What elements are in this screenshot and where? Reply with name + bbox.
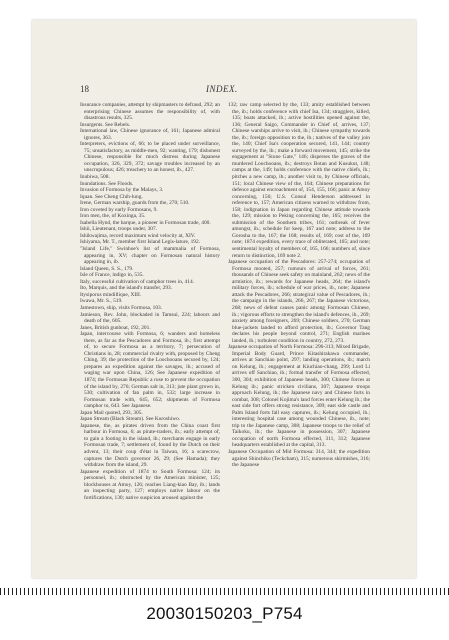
index-entry: Iron men, the, of Koxinga, 35.: [80, 213, 146, 220]
index-entry: Iron coveted by early Formosans, 9.: [80, 206, 158, 213]
index-entry: Japanese Occupation of Mid Formosa: 314, 344; the expedition against Shinchiku (Teckcham), 315; numerous skirmishes, 316; the Japanese: [228, 448, 370, 469]
index-entry: Isabella Hynd, the barque, a pioneer in Formosan trade, 400.: [80, 219, 211, 226]
index-entry: Japanese occupation of North Formosa: 296-313; Mixed Brigade, Imperial Body Guard, Prince Kitashirakawa commander, arrives at Sanchiao point, 297; landing operations, ib.; march on Kelung, ib.; engagement at Kiuchiao-chang, 299; Lord Li arrives off Sanchiao, ib.; formal transfer of Formosa effected, 300, 304; exhibition of Japanese heads, 300; Chinese forces at Kelung ib.; panic stricken civilians, 307; Japanese troops approach Kelung, ib.; the Japanese navy and Chinese forts in combat, 308; Colonel Kojima's land forces enter Kelung ib.; the east side fort offers strong resistance, 309; east side castle and Palm Island forts fall easy captures, ib.; Kelung occupied, ib.; interesting hospital case among wounded Chinese, ib., note; trip to the Japanese camp, 308; Japanese troops to the relief of Taikoku, ib.; the Japanese in possession, 307; Japanese occupation of north Formosa effected, 311, 312; Japanese headquarters established at the capital, 313.: [228, 344, 370, 449]
running-title: INDEX.: [206, 84, 238, 94]
index-entry: Isle of France, indigo in, 535.: [80, 272, 144, 279]
scale-ruler: [0, 588, 449, 595]
index-entry: Inubiwa, 508.: [80, 174, 110, 181]
index-entry: Insurance companies, attempt by shipmasters to defraud, 292; an enterprising Chinese assumes the responsibility of, with disastrous results, 325.: [80, 102, 220, 122]
index-entry: Jamieson, Rev. John, blockaded in Tamsui, 224; labours and death of the, 605.: [80, 311, 220, 325]
index-entry: Japan Mail quoted, 293, 305.: [80, 409, 143, 416]
index-entry: Iquan. See Cheng Chih-lung.: [80, 193, 143, 200]
index-entry: Island Queen, S. S., 179.: [80, 265, 134, 272]
index-entry: "Island Life," Swinhoe's list of mammalia of Formosa, appearing in, XV; chapter on Formosan natural history appearing in, ib.: [80, 246, 220, 266]
index-entry: Interpreters, evictions of, 66; to be placed under surveillance, 75; unsatisfactory, as middle-men, 92; wanting, 179; dishonest Chinese, responsible for much distress during Japanese occupation, 326, 329, 372; savage troubles increased by an unscrupulous; 426; treachery to an honest, ib., 427.: [80, 141, 220, 174]
index-entry: Italy, successful cultivation of camphor trees in, 414.: [80, 278, 195, 285]
index-entry: Itysiporus mindillique, XIII.: [80, 291, 142, 298]
index-entry: Japan, intercourse with Formosa, 6; wanders and homeless there, as far as the Pescadores and Formosa, ib.; first attempt of, to secure Formosa as a territory, 7; persecution of Christians in, 28; commercial rivalry with, proposed by Cheng Ching, 39; the protection of the Loochooans secured by, 124; prepares an expedition against the savages, ib.; accused of waging war upon China, 126; See Japanese expedition of 1874; the Formosan Republic a ruse to prevent the occupation of the island by, 276; German salt in, 313; jute plant grown in, 530; cultivation of fan palm in, 532; large increase in Formosan trade with, 645, 652; shipments of Formosa camphor to, 643. See Japanese.: [80, 331, 220, 410]
index-column-right: [228, 102, 370, 522]
index-entry: Ito, Marquis, and the island's transfer, 293.: [80, 285, 173, 292]
index-entry: Ishiyama, Mr. T., member first Island Legis-lature, 192.: [80, 239, 201, 246]
index-entry: 132; raw camp selected by the, 133; amity established between the, ib.; holds conference with chief Isa, 134; stragglers, killed, 135; boats attacked, ib.; active hostilities opened against the, 136; General Saigo, Commander in Chief of, arrives, 137; Chinese warships arrive to visit, ib.; Chinese sympathy towards the, ib.; foreign opposition to the, ib.; natives of the valley join the, 140; Chief Isa's cooperation secured, 141, 144; country surveyed by the, ib.; make a forward movement, 145; strike the engagement at "Stone Gate," 146; disperses the graves of the murdered Loochooans, ib.; destroys Botan and Kusukut, 148; camps at the, 149; holds conference with the native chiefs, ib.; pitches a new camp, ib.; another visit to, by Chinese officials, 151; local Chinese view of the, 164; Chinese preparations for defence against encroachment of, 154, 155, 166; panic at Amoy concerning, 156; U.S. Consul Henderson addressed in reference to, 157; American citizens warned to withdraw from, 158; indignation in Japan regarding Chinese attitude towards the, 129; mission to Peking concerning the, 165; receives the submission of the Southern tribes, 161; outbreak of fever amongst, ib.; schedule for keep, 167 and note; address to the Gorosha to the, 167; the 168; results of, 169; cost of the, 169 note; 1874 expedition, every trace of obliterated, 165; and note; sentimental loyalty of members of, 165, 166; numbers of, since return to distinction, 169 note 2.: [228, 102, 370, 259]
index-entry: Insurgents. See Rebels.: [80, 121, 131, 128]
index-entry: International law, Chinese ignorance of, 161; Japanese admiral ignores, 363.: [80, 128, 220, 141]
index-entry: Jamestown, ship, visits Formosa, 103.: [80, 304, 163, 311]
index-entry: Japanese, the, as pirates driven from the China coast first harbour in Formosa, 6; as pirate-traders, ib.; early attempt of, to gain a footing in the island, ib.; merchants engage in early Formosan trade, 7; settlement of, found by the Dutch on their advent, 13; their coup d'état in Taiwan, 16; a scarecrow, captures the Dutch governor 26, 29; (See Hamada); they withdraw from the island, 29.: [80, 422, 220, 469]
index-entry: Ishii, Lieutenant, troops under, 307.: [80, 226, 158, 233]
index-column-left: [80, 102, 220, 522]
index-entry: Irene, German warship, guards from the, 270; 510.: [80, 200, 190, 207]
index-entry: Iwawa, Mr. S., 519.: [80, 298, 123, 305]
index-entry: Japan Stream (Black Stream). See Kuroshiwo.: [80, 416, 181, 423]
index-entry: Invasion of Formosa by the Malays, 3.: [80, 187, 164, 194]
index-entry: Ishikwajima, record maximum wind velocity at, XIV.: [80, 232, 196, 239]
image-caption: 20030150203_P754: [146, 604, 303, 623]
page-header: [80, 84, 370, 98]
page-number: 18: [80, 84, 89, 94]
index-entry: Japanese expedition of 1874 to South Formosa: 124; its personnel, ib.; obstructed by the American minister, 125; blockhouses at Amoy, 126; reaches Liang-kiao Bay, ib.; lands an inspecting party, 127; employs native labour on the fortifications, 130; native suspicion aroused against the: [80, 468, 220, 501]
index-entry: Inundations. See Floods.: [80, 180, 134, 187]
index-entry: Japanese occupation of the Pescadores: 257-274; occupation of Formosa mooted, 257; rumours of arrival of forces, 261; thousands of Chinese seek safety on mainland, 262; news of the armistice, ib.; rewards for Japanese heads, 264; the island's military forces, ib.; schedule of war prices, ib., note; Japanese attack the Pescadores, 266; strategical value of Pescadores, ib.; the campaign in the islands, 266, 267; the Japanese victorious, 268; news of defeat causes panic among Formosan Chinese, ib.; vigorous efforts to strengthen the island's defences, ib., 269; anxiety among foreigners, 269; Chinese soldiers, 270; German blue-jackets landed to afford protection, ib.; Governor Tang declares his people beyond control, 271; English marines landed, ib.; turbulent condition in country, 272, 273.: [228, 259, 370, 344]
index-entry: Janes, British gunboat, 192, 201.: [80, 324, 151, 331]
